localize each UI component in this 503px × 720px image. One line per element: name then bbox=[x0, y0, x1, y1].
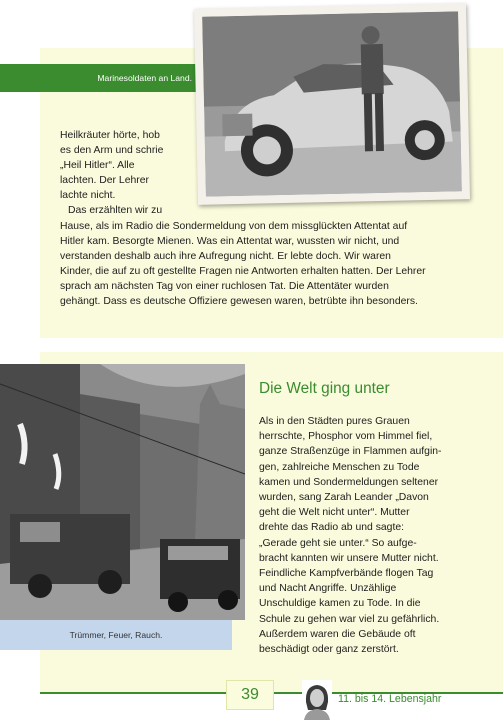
top-story-text bbox=[60, 128, 480, 309]
section-line: beschädigt oder ganz zerstört. bbox=[259, 644, 399, 656]
section-line: Feindliche Kampfverbände flogen Tag bbox=[259, 568, 434, 580]
page-number: 39 bbox=[226, 680, 274, 710]
section-heading: Die Welt ging unter bbox=[259, 380, 390, 397]
girl-portrait-icon bbox=[302, 680, 332, 720]
story-line: sprach am nächsten Tag von einer ruchlosen Tat. Die Attentäter wurden bbox=[60, 280, 389, 292]
section-line: drehte das Radio ab und sagte: bbox=[259, 522, 404, 534]
section-line: geht die Welt nicht unter“. Mutter bbox=[259, 507, 410, 519]
top-photo-caption: Marinesoldaten an Land. bbox=[97, 73, 192, 83]
section-line: wurden, sang Zarah Leander „Davon bbox=[259, 492, 429, 504]
story-line: lachten. Der Lehrer bbox=[60, 175, 149, 187]
section-line: Außerdem waren die Gebäude oft bbox=[259, 628, 416, 640]
story-line: gehängt. Dass es deutsche Offiziere gewesen waren, betrübte ihn besonders. bbox=[60, 296, 418, 308]
section-line: bracht kannten wir unsere Mutter nicht. bbox=[259, 552, 439, 564]
bottom-photo-caption: Trümmer, Feuer, Rauch. bbox=[69, 630, 163, 640]
section-text bbox=[259, 414, 499, 657]
section-line: herrschte, Phosphor vom Himmel fiel, bbox=[259, 431, 433, 443]
section-line: Schule zu gehen war viel zu gefährlich. bbox=[259, 613, 440, 625]
story-line: lachte nicht. bbox=[60, 190, 116, 202]
story-line: Kinder, die auf zu oft gestellte Fragen nie Antworten erhalten hatten. Der Lehrer bbox=[60, 265, 426, 277]
story-line: „Heil Hitler“. Alle bbox=[60, 160, 135, 172]
story-line: verstanden deshalb auch ihre Aufregung nicht. Er lebte doch. Wir waren bbox=[60, 250, 391, 262]
burning-city-photo bbox=[0, 364, 245, 620]
story-line: es den Arm und schrie bbox=[60, 145, 164, 157]
section-line: „Gerade geht sie unter.“ So aufge- bbox=[259, 537, 417, 549]
section-line: Unschuldige kamen zu Tode. In die bbox=[259, 598, 421, 610]
story-line: Heilkräuter hörte, hob bbox=[60, 130, 160, 141]
section-line: Als in den Städten pures Grauen bbox=[259, 416, 410, 427]
section-line: kamen und Sondermeldungen seltener bbox=[259, 476, 439, 488]
section-line: gen, zahlreiche Menschen zu Tode bbox=[259, 461, 420, 473]
section-line: ganze Straßenzüge in Flammen aufgin- bbox=[259, 446, 442, 458]
footer-age-label: 11. bis 14. Lebensjahr bbox=[338, 693, 442, 705]
story-line: Hause, als im Radio die Sondermeldung von dem missglückten Attentat auf bbox=[60, 220, 408, 232]
story-narrow-lines bbox=[60, 128, 188, 203]
story-line: Das erzählten wir zu bbox=[68, 205, 163, 217]
section-line: und Nacht Angriffe. Unzählige bbox=[259, 583, 397, 595]
story-line: Hitler kam. Besorgte Mienen. Was ein Attentat war, wussten wir nicht, und bbox=[60, 235, 400, 247]
